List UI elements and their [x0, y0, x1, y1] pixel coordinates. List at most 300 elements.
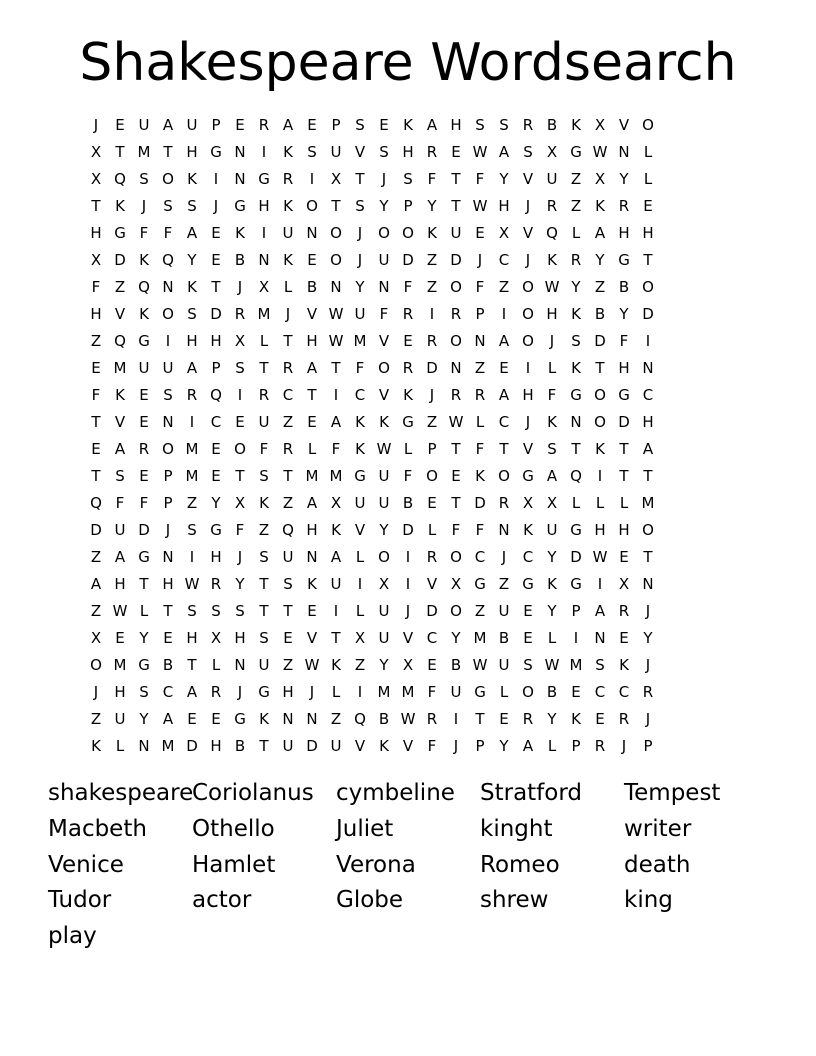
grid-cell: S [403, 170, 413, 188]
grid-cell: G [402, 413, 414, 431]
grid-cell: Y [451, 629, 461, 647]
grid-cell: S [379, 143, 389, 161]
grid-cell: U [114, 710, 126, 728]
grid-cell: L [355, 548, 365, 566]
grid-cell: L [643, 143, 653, 161]
grid-cell: R [546, 197, 558, 215]
word-list-item: Macbeth [48, 815, 147, 842]
grid-cell: D [426, 602, 438, 620]
grid-cell: C [594, 683, 606, 701]
word-list-item: Venice [48, 851, 124, 878]
grid-cell: M [305, 467, 319, 485]
grid-cell: U [330, 143, 342, 161]
grid-cell: S [259, 548, 269, 566]
grid-cell: Z [186, 494, 198, 512]
grid-cell: J [165, 521, 171, 539]
grid-cell: M [257, 305, 271, 323]
grid-cell: U [498, 656, 510, 674]
grid-cell: A [162, 710, 174, 728]
grid-cell: I [261, 143, 267, 161]
grid-cell: X [546, 494, 558, 512]
grid-cell: L [547, 737, 557, 755]
grid-cell: E [139, 413, 149, 431]
grid-cell: O [378, 359, 390, 377]
grid-cell: E [643, 197, 653, 215]
grid-cell: J [381, 170, 387, 188]
grid-cell: E [427, 494, 437, 512]
grid-cell: S [283, 575, 293, 593]
grid-cell: O [642, 278, 654, 296]
grid-cell: U [330, 575, 342, 593]
grid-cell: E [451, 143, 461, 161]
grid-cell: Z [474, 359, 486, 377]
grid-cell: N [234, 656, 246, 674]
grid-cell: F [403, 278, 413, 296]
grid-row [84, 382, 732, 409]
grid-cell: X [618, 575, 630, 593]
grid-cell: S [355, 197, 365, 215]
grid-cell: W [328, 305, 344, 323]
grid-cell: D [618, 413, 630, 431]
grid-cell: T [235, 467, 245, 485]
grid-cell: E [115, 116, 125, 134]
grid-cell: H [498, 197, 510, 215]
grid-cell: R [282, 359, 294, 377]
grid-cell: K [283, 251, 293, 269]
grid-cell: D [306, 737, 318, 755]
grid-cell: J [477, 251, 483, 269]
grid-cell: H [186, 332, 198, 350]
grid-cell: L [259, 332, 269, 350]
grid-cell: B [234, 737, 246, 755]
grid-cell: V [522, 440, 534, 458]
grid-cell: Q [546, 224, 558, 242]
grid-cell: E [235, 116, 245, 134]
grid-row [84, 247, 732, 274]
grid-cell: C [282, 386, 294, 404]
grid-cell: Z [330, 710, 342, 728]
grid-cell: T [571, 440, 581, 458]
grid-cell: J [525, 413, 531, 431]
grid-cell: D [402, 521, 414, 539]
grid-cell: Y [139, 710, 149, 728]
grid-cell: G [138, 656, 150, 674]
grid-cell: U [450, 683, 462, 701]
grid-cell: S [355, 116, 365, 134]
grid-cell: W [400, 710, 416, 728]
grid-cell: F [427, 170, 437, 188]
grid-cell: Y [499, 170, 509, 188]
grid-cell: F [331, 440, 341, 458]
grid-cell: H [114, 575, 126, 593]
grid-cell: O [522, 305, 534, 323]
grid-cell: H [522, 386, 534, 404]
grid-cell: E [163, 629, 173, 647]
grid-cell: I [333, 602, 339, 620]
grid-cell: K [571, 116, 581, 134]
grid-cell: O [498, 467, 510, 485]
grid-cell: S [523, 143, 533, 161]
grid-cell: G [234, 197, 246, 215]
grid-cell: Z [354, 656, 366, 674]
grid-cell: P [427, 440, 437, 458]
grid-cell: U [378, 467, 390, 485]
grid-cell: C [618, 683, 630, 701]
grid-cell: M [185, 440, 199, 458]
grid-cell: F [475, 278, 485, 296]
word-list-item: Globe [336, 887, 404, 914]
grid-cell: B [498, 629, 510, 647]
grid-cell: N [474, 332, 486, 350]
grid-cell: R [402, 359, 414, 377]
grid-cell: F [451, 521, 461, 539]
grid-cell: N [282, 710, 294, 728]
grid-cell: K [619, 656, 629, 674]
grid-cell: R [426, 332, 438, 350]
grid-cell: G [354, 467, 366, 485]
grid-cell: J [525, 251, 531, 269]
grid-cell: J [645, 656, 651, 674]
grid-cell: J [645, 602, 651, 620]
grid-cell: O [522, 683, 534, 701]
grid-row [84, 679, 732, 706]
grid-cell: K [331, 521, 341, 539]
grid-cell: F [235, 521, 245, 539]
grid-cell: G [138, 548, 150, 566]
grid-cell: H [402, 143, 414, 161]
grid-cell: T [643, 467, 653, 485]
grid-cell: K [595, 440, 605, 458]
grid-cell: Y [547, 710, 557, 728]
grid-cell: O [522, 332, 534, 350]
grid-cell: S [187, 602, 197, 620]
grid-cell: O [306, 197, 318, 215]
grid-cell: V [522, 224, 534, 242]
grid-cell: C [498, 413, 510, 431]
grid-cell: S [163, 197, 173, 215]
grid-cell: I [405, 575, 411, 593]
grid-cell: O [90, 656, 102, 674]
grid-cell: T [451, 197, 461, 215]
grid-cell: F [475, 440, 485, 458]
grid-cell: Z [426, 413, 438, 431]
grid-cell: Y [619, 170, 629, 188]
grid-cell: L [355, 602, 365, 620]
grid-cell: J [429, 386, 435, 404]
grid-cell: S [139, 170, 149, 188]
grid-cell: H [618, 521, 630, 539]
grid-cell: O [330, 224, 342, 242]
grid-cell: E [499, 710, 509, 728]
grid-cell: V [354, 521, 366, 539]
grid-cell: R [210, 683, 222, 701]
grid-cell: T [91, 197, 101, 215]
grid-cell: T [139, 575, 149, 593]
grid-cell: R [570, 251, 582, 269]
grid-cell: I [189, 548, 195, 566]
grid-cell: R [450, 386, 462, 404]
grid-cell: J [93, 116, 99, 134]
grid-cell: K [547, 413, 557, 431]
grid-cell: D [402, 251, 414, 269]
grid-cell: I [597, 575, 603, 593]
grid-cell: Q [90, 494, 102, 512]
word-list-item: writer [624, 815, 692, 842]
grid-cell: N [570, 413, 582, 431]
grid-cell: N [258, 251, 270, 269]
grid-cell: K [355, 413, 365, 431]
grid-cell: X [522, 494, 534, 512]
grid-cell: T [595, 359, 605, 377]
grid-cell: W [328, 332, 344, 350]
grid-cell: B [546, 683, 558, 701]
grid-cell: M [113, 656, 127, 674]
grid-cell: X [234, 494, 246, 512]
grid-cell: E [571, 683, 581, 701]
grid-cell: G [570, 575, 582, 593]
grid-cell: J [237, 278, 243, 296]
grid-cell: T [283, 602, 293, 620]
grid-cell: V [402, 629, 414, 647]
grid-cell: D [186, 737, 198, 755]
grid-cell: X [234, 332, 246, 350]
grid-cell: S [307, 143, 317, 161]
grid-cell: E [475, 224, 485, 242]
grid-cell: A [90, 575, 102, 593]
grid-cell: P [211, 116, 221, 134]
grid-cell: B [594, 305, 606, 323]
grid-cell: K [379, 413, 389, 431]
grid-cell: E [211, 440, 221, 458]
grid-row [84, 517, 732, 544]
grid-cell: E [619, 629, 629, 647]
grid-cell: J [357, 224, 363, 242]
grid-cell: U [378, 629, 390, 647]
grid-cell: F [91, 386, 101, 404]
grid-cell: A [594, 602, 606, 620]
grid-cell: Q [162, 251, 174, 269]
grid-cell: L [571, 494, 581, 512]
grid-cell: S [235, 359, 245, 377]
grid-cell: G [570, 386, 582, 404]
grid-cell: M [473, 629, 487, 647]
word-list-item: shakespeare [48, 780, 194, 806]
grid-cell: J [93, 683, 99, 701]
grid-cell: Y [427, 197, 437, 215]
grid-cell: J [645, 710, 651, 728]
grid-cell: O [594, 386, 606, 404]
grid-cell: M [161, 737, 175, 755]
grid-cell: I [189, 413, 195, 431]
grid-cell: E [91, 440, 101, 458]
grid-cell: T [307, 386, 317, 404]
grid-cell: B [618, 278, 630, 296]
grid-cell: R [426, 143, 438, 161]
grid-cell: K [187, 278, 197, 296]
grid-cell: U [354, 494, 366, 512]
grid-cell: N [234, 143, 246, 161]
grid-cell: K [139, 251, 149, 269]
grid-cell: E [211, 251, 221, 269]
grid-cell: V [522, 170, 534, 188]
grid-cell: K [595, 197, 605, 215]
grid-row [84, 625, 732, 652]
grid-cell: R [138, 440, 150, 458]
grid-cell: Z [90, 710, 102, 728]
grid-cell: U [258, 413, 270, 431]
grid-cell: Z [282, 494, 294, 512]
grid-cell: H [234, 629, 246, 647]
grid-cell: E [523, 602, 533, 620]
grid-cell: K [547, 251, 557, 269]
grid-cell: E [523, 629, 533, 647]
grid-cell: I [357, 575, 363, 593]
grid-cell: G [258, 683, 270, 701]
grid-cell: Z [570, 170, 582, 188]
grid-cell: U [138, 116, 150, 134]
grid-row [84, 355, 732, 382]
grid-cell: I [525, 359, 531, 377]
grid-cell: O [162, 440, 174, 458]
grid-cell: K [307, 575, 317, 593]
grid-cell: Y [643, 629, 653, 647]
grid-cell: A [306, 494, 318, 512]
grid-cell: O [426, 467, 438, 485]
grid-cell: K [403, 116, 413, 134]
grid-cell: Z [426, 278, 438, 296]
grid-cell: P [475, 305, 485, 323]
grid-cell: K [571, 710, 581, 728]
grid-cell: N [450, 359, 462, 377]
grid-cell: T [451, 170, 461, 188]
grid-cell: S [259, 467, 269, 485]
grid-cell: H [282, 683, 294, 701]
grid-cell: S [547, 440, 557, 458]
grid-cell: A [306, 359, 318, 377]
grid-cell: E [235, 413, 245, 431]
grid-cell: S [595, 656, 605, 674]
grid-cell: P [571, 737, 581, 755]
grid-cell: W [592, 143, 608, 161]
grid-cell: G [210, 143, 222, 161]
grid-cell: K [403, 386, 413, 404]
grid-cell: N [306, 710, 318, 728]
grid-cell: G [138, 332, 150, 350]
grid-cell: D [570, 548, 582, 566]
grid-cell: H [186, 143, 198, 161]
grid-cell: H [90, 224, 102, 242]
grid-cell: R [642, 683, 654, 701]
grid-cell: S [571, 332, 581, 350]
grid-cell: Z [90, 332, 102, 350]
grid-cell: J [501, 548, 507, 566]
grid-cell: W [448, 413, 464, 431]
grid-cell: V [378, 386, 390, 404]
grid-cell: M [113, 359, 127, 377]
grid-cell: N [594, 629, 606, 647]
grid-cell: R [594, 737, 606, 755]
grid-cell: A [186, 683, 198, 701]
grid-row [84, 544, 732, 571]
grid-cell: P [643, 737, 653, 755]
grid-cell: T [259, 575, 269, 593]
grid-cell: J [549, 332, 555, 350]
grid-cell: U [498, 602, 510, 620]
grid-cell: R [282, 170, 294, 188]
grid-cell: F [427, 683, 437, 701]
grid-cell: R [210, 575, 222, 593]
grid-cell: T [91, 467, 101, 485]
grid-cell: O [594, 413, 606, 431]
grid-cell: L [475, 413, 485, 431]
grid-cell: Z [570, 197, 582, 215]
grid-cell: T [331, 359, 341, 377]
grid-cell: E [403, 332, 413, 350]
grid-cell: Q [114, 332, 126, 350]
grid-cell: E [427, 656, 437, 674]
grid-cell: D [210, 305, 222, 323]
grid-cell: F [259, 440, 269, 458]
word-list-item: Tempest [624, 780, 721, 806]
grid-row [84, 301, 732, 328]
grid-cell: N [234, 170, 246, 188]
word-list-item: king [624, 887, 673, 914]
grid-cell: Z [594, 278, 606, 296]
grid-cell: I [453, 710, 459, 728]
grid-cell: F [475, 170, 485, 188]
grid-cell: V [426, 575, 438, 593]
grid-cell: K [187, 170, 197, 188]
grid-cell: U [546, 170, 558, 188]
grid-cell: T [451, 494, 461, 512]
grid-cell: Y [355, 278, 365, 296]
grid-row [84, 706, 732, 733]
grid-cell: E [307, 602, 317, 620]
grid-cell: Z [90, 602, 102, 620]
grid-cell: C [522, 548, 534, 566]
word-list-item: Verona [336, 851, 416, 878]
grid-cell: G [210, 521, 222, 539]
grid-cell: F [115, 494, 125, 512]
grid-cell: N [642, 359, 654, 377]
word-list-item: death [624, 851, 691, 878]
grid-cell: S [139, 683, 149, 701]
grid-cell: D [114, 251, 126, 269]
grid-cell: R [618, 602, 630, 620]
grid-cell: C [426, 629, 438, 647]
grid-cell: K [91, 737, 101, 755]
grid-cell: U [378, 251, 390, 269]
grid-cell: R [234, 305, 246, 323]
grid-cell: J [141, 197, 147, 215]
grid-cell: M [569, 656, 583, 674]
grid-cell: H [186, 629, 198, 647]
grid-cell: S [235, 602, 245, 620]
grid-cell: K [283, 197, 293, 215]
grid-cell: X [402, 656, 414, 674]
grid-cell: O [330, 251, 342, 269]
grid-cell: E [307, 251, 317, 269]
grid-cell: O [162, 305, 174, 323]
grid-cell: X [210, 629, 222, 647]
grid-cell: Y [187, 251, 197, 269]
grid-cell: H [306, 332, 318, 350]
grid-cell: G [618, 386, 630, 404]
grid-cell: F [163, 224, 173, 242]
grid-cell: L [307, 440, 317, 458]
grid-cell: W [592, 548, 608, 566]
grid-cell: M [185, 467, 199, 485]
